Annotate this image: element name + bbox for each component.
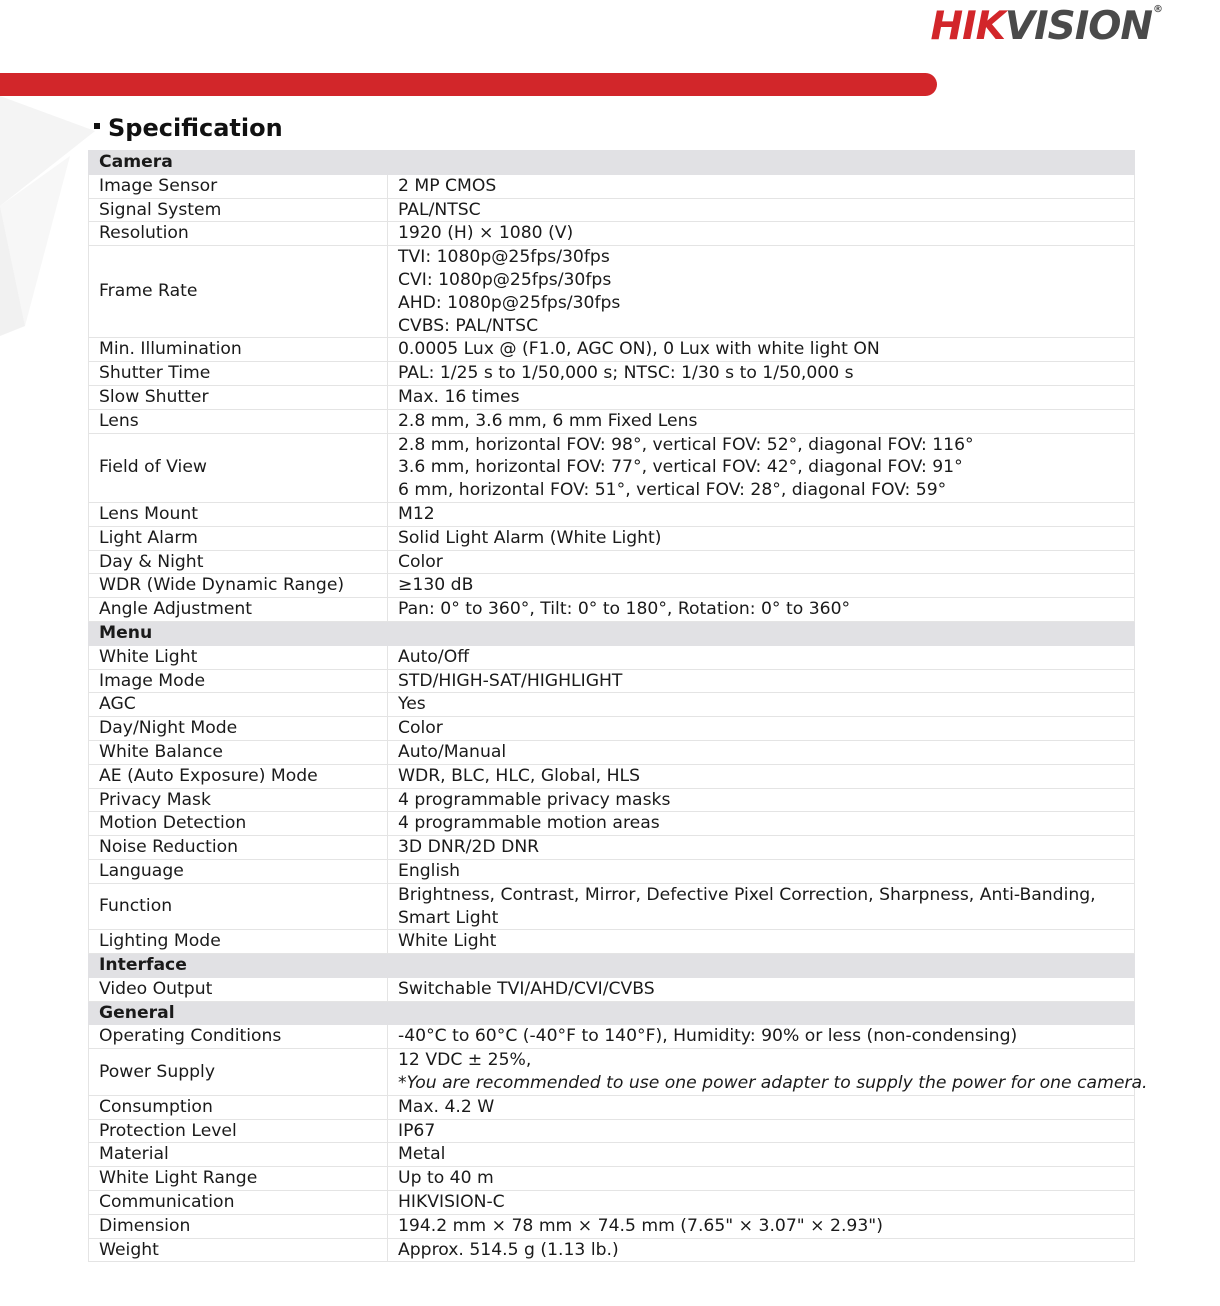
spec-row <box>89 669 1135 693</box>
spec-row <box>89 883 1135 930</box>
spec-value-line: Max. 16 times <box>398 386 520 407</box>
spec-value-line: 2.8 mm, horizontal FOV: 98°, vertical FOV: 52°, diagonal FOV: 116° <box>398 434 974 455</box>
spec-label: Image Mode <box>89 669 388 693</box>
section-header-row <box>89 954 1135 978</box>
spec-row <box>89 717 1135 741</box>
spec-row <box>89 930 1135 954</box>
title-bullet <box>94 123 100 129</box>
spec-value-line: Max. 4.2 W <box>398 1096 495 1117</box>
logo-text-gray: VISION <box>1004 4 1152 49</box>
hikvision-logo <box>931 4 1162 49</box>
spec-row <box>89 550 1135 574</box>
spec-row <box>89 1025 1135 1049</box>
spec-label: Material <box>89 1143 388 1167</box>
spec-label: Consumption <box>89 1095 388 1119</box>
spec-label: Image Sensor <box>89 174 388 198</box>
spec-value-line: Pan: 0° to 360°, Tilt: 0° to 180°, Rotation: 0° to 360° <box>398 599 851 620</box>
spec-label: Video Output <box>89 977 388 1001</box>
spec-row <box>89 362 1135 386</box>
spec-value <box>388 669 1135 693</box>
spec-value <box>388 883 1135 930</box>
spec-label: Dimension <box>89 1214 388 1238</box>
spec-row <box>89 812 1135 836</box>
spec-label: Privacy Mask <box>89 788 388 812</box>
spec-value-line: TVI: 1080p@25fps/30fps <box>398 247 610 268</box>
logo-text-red: HIK <box>930 4 1005 49</box>
spec-value-line: Color <box>398 551 443 572</box>
spec-label: Resolution <box>89 222 388 246</box>
spec-value <box>388 1025 1135 1049</box>
spec-label: Communication <box>89 1191 388 1215</box>
spec-label: Protection Level <box>89 1119 388 1143</box>
spec-value-line: 2 MP CMOS <box>398 175 497 196</box>
spec-value-line: English <box>398 860 461 881</box>
spec-label: Shutter Time <box>89 362 388 386</box>
spec-value-line: AHD: 1080p@25fps/30fps <box>398 292 621 313</box>
spec-value <box>388 385 1135 409</box>
spec-value-line: Smart Light <box>398 907 499 928</box>
spec-label: Lens Mount <box>89 502 388 526</box>
section-header-filler <box>388 621 1135 645</box>
spec-value <box>388 409 1135 433</box>
spec-label: Angle Adjustment <box>89 598 388 622</box>
section-header-row <box>89 1001 1135 1025</box>
spec-label: Day/Night Mode <box>89 717 388 741</box>
spec-row <box>89 1049 1135 1096</box>
spec-label: Signal System <box>89 198 388 222</box>
spec-value <box>388 717 1135 741</box>
spec-value-line: PAL/NTSC <box>398 199 481 220</box>
spec-value-line: IP67 <box>398 1120 436 1141</box>
registered-mark: ® <box>1153 4 1162 15</box>
spec-label: Min. Illumination <box>89 338 388 362</box>
spec-value-line: Auto/Manual <box>398 741 507 762</box>
spec-label: Slow Shutter <box>89 385 388 409</box>
spec-value <box>388 645 1135 669</box>
spec-value <box>388 693 1135 717</box>
section-header-row <box>89 621 1135 645</box>
spec-label: AE (Auto Exposure) Mode <box>89 764 388 788</box>
section-title: Interface <box>89 954 388 978</box>
spec-label: Field of View <box>89 433 388 502</box>
spec-value-line: Approx. 514.5 g (1.13 lb.) <box>398 1239 619 1260</box>
spec-value <box>388 764 1135 788</box>
spec-row <box>89 788 1135 812</box>
spec-value-line: 0.0005 Lux @ (F1.0, AGC ON), 0 Lux with white light ON <box>398 339 880 360</box>
spec-value-line: HIKVISION-C <box>398 1192 505 1213</box>
spec-value-line: 194.2 mm × 78 mm × 74.5 mm (7.65" × 3.07" × 2.93") <box>398 1215 883 1236</box>
spec-value-line: Switchable TVI/AHD/CVI/CVBS <box>398 978 655 999</box>
spec-value-line: Up to 40 m <box>398 1168 494 1189</box>
section-header-row <box>89 151 1135 175</box>
spec-label: Language <box>89 859 388 883</box>
spec-row <box>89 574 1135 598</box>
spec-value <box>388 977 1135 1001</box>
spec-row <box>89 1167 1135 1191</box>
spec-row <box>89 433 1135 502</box>
spec-label: Weight <box>89 1238 388 1262</box>
spec-value-line: Solid Light Alarm (White Light) <box>398 527 662 548</box>
spec-value <box>388 433 1135 502</box>
spec-label: Lens <box>89 409 388 433</box>
spec-value <box>388 598 1135 622</box>
spec-row <box>89 1238 1135 1262</box>
spec-label: Function <box>89 883 388 930</box>
spec-value-line: 2.8 mm, 3.6 mm, 6 mm Fixed Lens <box>398 410 698 431</box>
spec-row <box>89 1119 1135 1143</box>
spec-value-line: Auto/Off <box>398 646 470 667</box>
spec-value-line: 6 mm, horizontal FOV: 51°, vertical FOV: 28°, diagonal FOV: 59° <box>398 480 947 501</box>
spec-value <box>388 246 1135 338</box>
spec-value-line: Brightness, Contrast, Mirror, Defective Pixel Correction, Sharpness, Anti-Banding, <box>398 884 1096 905</box>
spec-value-line: 3.6 mm, horizontal FOV: 77°, vertical FOV: 42°, diagonal FOV: 91° <box>398 457 963 478</box>
spec-label: Day & Night <box>89 550 388 574</box>
spec-label: Frame Rate <box>89 246 388 338</box>
spec-row <box>89 338 1135 362</box>
spec-row <box>89 645 1135 669</box>
spec-value <box>388 859 1135 883</box>
spec-value-line: White Light <box>398 931 497 952</box>
spec-value <box>388 502 1135 526</box>
spec-row <box>89 740 1135 764</box>
spec-value <box>388 812 1135 836</box>
spec-value <box>388 1143 1135 1167</box>
spec-value <box>388 930 1135 954</box>
spec-row <box>89 1095 1135 1119</box>
spec-value-line: WDR, BLC, HLC, Global, HLS <box>398 765 640 786</box>
spec-value-line: 12 VDC ± 25%, <box>398 1050 532 1071</box>
spec-value-line: ≥130 dB <box>398 575 474 596</box>
page-title-text: Specification <box>108 114 283 142</box>
spec-value <box>388 1119 1135 1143</box>
spec-value <box>388 338 1135 362</box>
spec-row <box>89 198 1135 222</box>
spec-value-line: 1920 (H) × 1080 (V) <box>398 223 574 244</box>
spec-value-line: PAL: 1/25 s to 1/50,000 s; NTSC: 1/30 s to 1/50,000 s <box>398 363 854 384</box>
spec-label: White Light <box>89 645 388 669</box>
spec-value <box>388 550 1135 574</box>
spec-label: Motion Detection <box>89 812 388 836</box>
section-title: Camera <box>89 151 388 175</box>
spec-value <box>388 362 1135 386</box>
spec-value-line: Color <box>398 718 443 739</box>
spec-row <box>89 526 1135 550</box>
spec-value <box>388 1167 1135 1191</box>
spec-value-line: -40°C to 60°C (-40°F to 140°F), Humidity: 90% or less (non-condensing) <box>398 1026 1018 1047</box>
spec-value <box>388 1238 1135 1262</box>
spec-row <box>89 502 1135 526</box>
spec-value <box>388 1049 1148 1096</box>
spec-label: Power Supply <box>89 1049 388 1096</box>
section-header-filler <box>388 954 1135 978</box>
spec-value-line: M12 <box>398 503 435 524</box>
decorative-watermark-shape <box>0 96 95 346</box>
spec-value <box>388 1191 1135 1215</box>
spec-value-line: STD/HIGH-SAT/HIGHLIGHT <box>398 670 623 691</box>
spec-value <box>388 788 1135 812</box>
spec-value-line: CVBS: PAL/NTSC <box>398 315 539 336</box>
spec-row <box>89 385 1135 409</box>
spec-value <box>388 1214 1135 1238</box>
spec-value-line: CVI: 1080p@25fps/30fps <box>398 269 612 290</box>
spec-row <box>89 977 1135 1001</box>
spec-row <box>89 409 1135 433</box>
spec-row <box>89 1191 1135 1215</box>
spec-value-line: 4 programmable motion areas <box>398 813 660 834</box>
spec-value <box>388 740 1135 764</box>
spec-label: White Balance <box>89 740 388 764</box>
spec-value <box>388 574 1135 598</box>
specification-table <box>88 150 1148 1262</box>
spec-value <box>388 526 1135 550</box>
spec-row <box>89 598 1135 622</box>
spec-row <box>89 859 1135 883</box>
spec-value-line: 4 programmable privacy masks <box>398 789 671 810</box>
spec-label: Noise Reduction <box>89 836 388 860</box>
spec-label: Lighting Mode <box>89 930 388 954</box>
spec-label: Light Alarm <box>89 526 388 550</box>
section-header-filler <box>388 151 1135 175</box>
spec-value-line: 3D DNR/2D DNR <box>398 837 540 858</box>
spec-row <box>89 174 1135 198</box>
spec-label: Operating Conditions <box>89 1025 388 1049</box>
spec-value-note: *You are recommended to use one power adapter to supply the power for one camera. <box>398 1073 1148 1094</box>
spec-row <box>89 222 1135 246</box>
page-title <box>94 114 283 142</box>
section-title: General <box>89 1001 388 1025</box>
spec-value <box>388 174 1135 198</box>
spec-value <box>388 1095 1135 1119</box>
spec-label: WDR (Wide Dynamic Range) <box>89 574 388 598</box>
spec-row <box>89 764 1135 788</box>
spec-row <box>89 693 1135 717</box>
header-red-bar <box>0 73 937 96</box>
spec-row <box>89 1214 1135 1238</box>
spec-row <box>89 1143 1135 1167</box>
spec-row <box>89 246 1135 338</box>
spec-value <box>388 222 1135 246</box>
spec-value <box>388 198 1135 222</box>
spec-label: AGC <box>89 693 388 717</box>
spec-value-line: Yes <box>398 694 426 715</box>
spec-label: White Light Range <box>89 1167 388 1191</box>
spec-value <box>388 836 1135 860</box>
spec-value-line: Metal <box>398 1144 446 1165</box>
section-header-filler <box>388 1001 1135 1025</box>
section-title: Menu <box>89 621 388 645</box>
spec-row <box>89 836 1135 860</box>
